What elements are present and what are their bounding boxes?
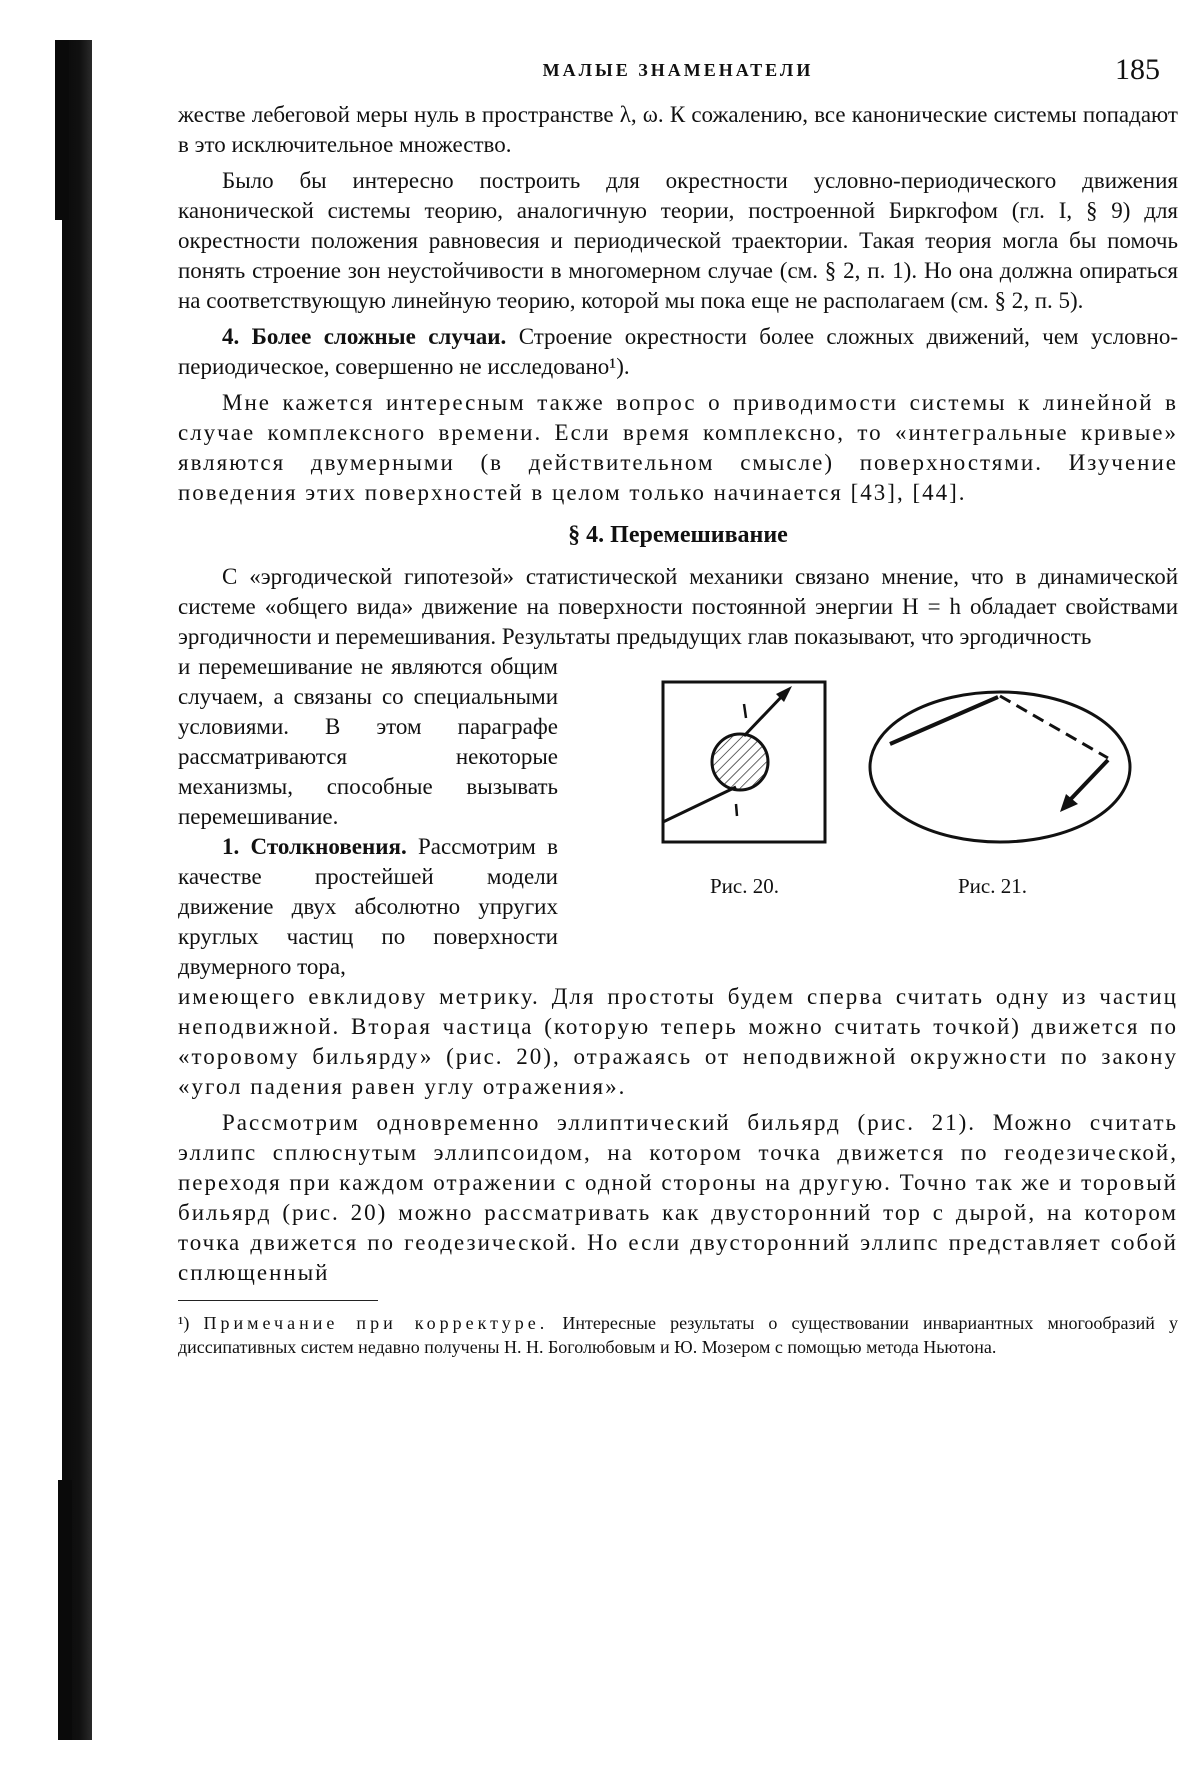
reflected-trajectory: [744, 692, 786, 736]
normal-tick-bottom: [736, 804, 737, 816]
figure-20-caption: Рис. 20.: [710, 874, 779, 898]
spine-edge-top: [55, 40, 69, 220]
elliptic-trajectory-dashed: [1000, 696, 1108, 758]
footnote-rule: [178, 1300, 378, 1301]
spine-edge-bottom: [58, 1480, 72, 1740]
normal-tick-top: [744, 704, 746, 718]
paragraph-birkhoff: Было бы интересно построить для окрестности условно-периодического движения канонической системы теорию, аналогичную теории, построенной Биркгофом (гл. I, § 9) для окрестности положения равновесия и периодической траектории. Такая теория могла бы помочь понять строение зон неустойчивости в многомерном случае (см. § 2, п. 1). Но она должна опираться на соответствующую линейную теорию, которой мы пока еще не располагаем (см. § 2, п. 5).: [178, 168, 1178, 313]
paragraph-continuation: жестве лебеговой меры нуль в пространстве λ, ω. К сожалению, все канонические системы попадают в это исключительное множество.: [178, 102, 1178, 157]
paragraph-collisions: [178, 832, 558, 982]
paragraph-ergodic: С «эргодической гипотезой» статистической механики связано мнение, что в динамической системе «общего вида» движение на поверхности постоянной энергии H = h обладает свойствами эргодичности и перемешивания. Результаты предыдущих глав показывают, что эргодичность: [178, 564, 1178, 649]
figures: [658, 662, 1178, 962]
wrapped-text-column: [178, 652, 558, 982]
subsection-1-heading: 1. Столкновения.: [222, 834, 407, 859]
paragraph-complex-time: Мне кажется интересным также вопрос о приводимости системы к линейной в случае комплексного времени. Если время комплексно, то «интегральные кривые» являются двумерными (в действительном смысле) поверхностями. Изучение поведения этих поверхностей в целом только начинается [43], [44].: [178, 390, 1178, 505]
subsection-4-heading: 4. Более сложные случаи.: [222, 324, 507, 349]
figure-21-caption: Рис. 21.: [958, 874, 1027, 898]
paragraph-mixing-intro: и перемешивание не являются общим случаем, а связаны со специальными условиями. В этом параграфе рассматриваются некоторые механизмы, способные вызывать перемешивание.: [178, 654, 558, 829]
section-title: § 4. Перемешивание: [568, 522, 788, 548]
footnote-marker: ¹): [178, 1313, 190, 1333]
paragraph-collisions-text: Рассмотрим в качестве простейшей модели движение двух абсолютно упругих круглых частиц по поверхности двумерного тора,: [178, 834, 558, 979]
paragraph-torus-billiard: имеющего евклидову метрику. Для простоты будем сперва считать одну из частиц неподвижной. Вторая частица (которую теперь можно считать точкой) движется по «торовому бильярду» (рис. 20), отражаясь от неподвижной окружности по закону «угол падения равен углу отражения».: [178, 984, 1178, 1099]
figure-20-torus-billiard: [663, 682, 825, 842]
paragraph-complex-cases: [178, 322, 1178, 382]
fixed-disk: [712, 734, 768, 790]
footnote-text: Интересные результаты о существовании инвариантных многообразий у диссипативных систем недавно получены Н. Н. Боголюбовым и Ю. Мозером с помощью метода Ньютона.: [178, 1313, 1179, 1357]
page-content: [178, 50, 1178, 1359]
elliptic-trajectory-segment-1: [890, 697, 998, 744]
footnote: [178, 1311, 1178, 1359]
paragraph-complex-cases-text: Строение окрестности более сложных движений, чем условно-периодическое, совершенно не исследовано¹).: [178, 324, 1178, 379]
ellipse-boundary: [870, 692, 1130, 842]
elliptic-trajectory-segment-2: [1068, 760, 1108, 802]
footnote-label: Примечание при корректуре.: [203, 1313, 549, 1333]
text-with-figures: [178, 652, 1178, 982]
figure-21-elliptic-billiard: [870, 692, 1130, 842]
running-title: МАЛЫЕ ЗНАМЕНАТЕЛИ: [542, 60, 814, 80]
running-head: [178, 50, 1178, 100]
paragraph-elliptic-billiard: Рассмотрим одновременно эллиптический бильярд (рис. 21). Можно считать эллипс сплюснутым эллипсоидом, на котором точка движется по геодезической, переходя при каждом отражении с одной стороны на другую. Точно так же и торовый бильярд (рис. 20) можно рассматривать как двусторонний тор с дырой, на котором точка движется по геодезической. Но если двусторонний эллипс представляет собой сплющенный: [178, 1110, 1178, 1285]
incoming-trajectory: [663, 787, 736, 822]
figures-drawing: [658, 662, 1178, 962]
page-number: 185: [1115, 53, 1160, 86]
